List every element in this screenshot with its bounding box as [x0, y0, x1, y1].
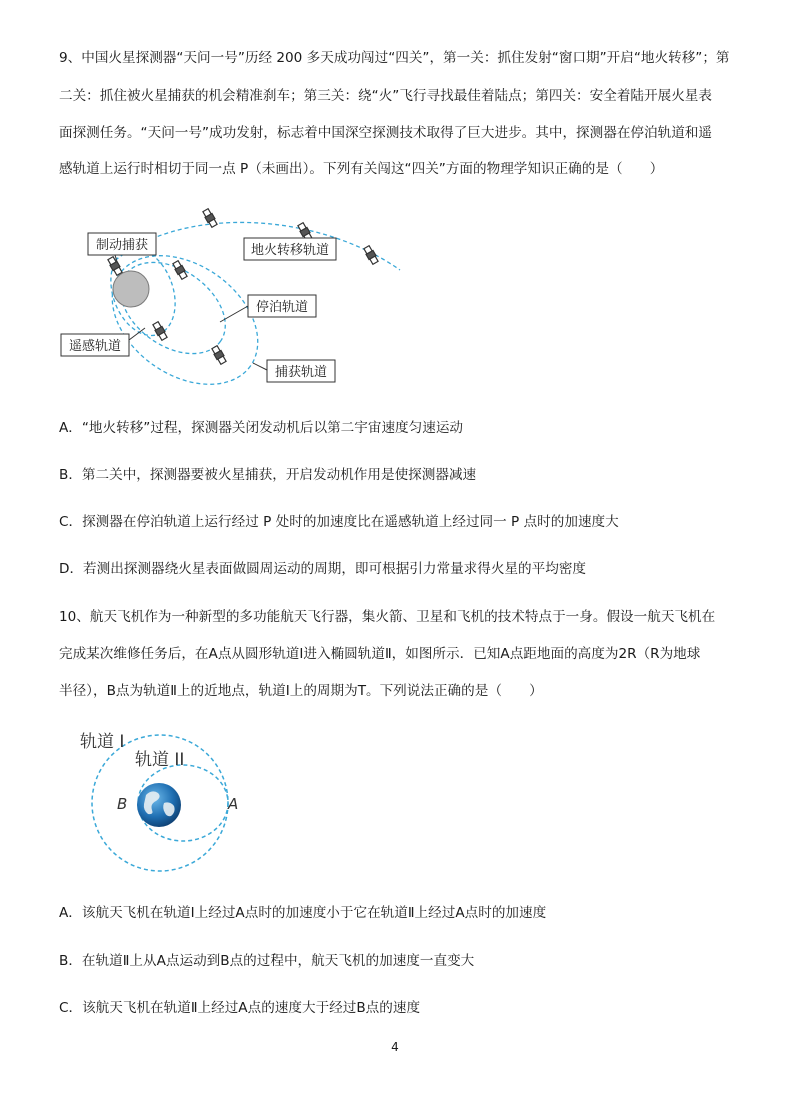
earth-orbit-figure: [60, 725, 260, 875]
label-orbit-1: 轨道 I: [80, 732, 125, 752]
q9-option-b: B．第二关中，探测器要被火星捕获，开启发动机作用是使探测器减速: [59, 467, 477, 483]
label-capture-orbit: 捕获轨道: [274, 365, 328, 380]
q9-line-2: 二关：抓住被火星捕获的机会精准刹车；第三关：绕“火”飞行寻找最佳着陆点；第四关：安全着陆开展火星表: [59, 88, 712, 104]
page-number: 4: [391, 1040, 399, 1054]
q10-option-a: A．该航天飞机在轨道Ⅰ上经过A点时的加速度小于它在轨道Ⅱ上经过A点时的加速度: [59, 905, 547, 921]
label-point-b: B: [117, 795, 128, 813]
label-braking: 制动捕获: [95, 238, 149, 253]
q9-line-4: 感轨道上运行时相切于同一点 P（未画出）。下列有关闯这“四关”方面的物理学知识正确的是（ ）: [59, 161, 664, 177]
label-point-a: A: [228, 795, 239, 813]
q10-line-1: 10、航天飞机作为一种新型的多功能航天飞行器，集火箭、卫星和飞机的技术特点于一身。假设一航天飞机在: [59, 609, 716, 625]
label-orbit-2: 轨道 II: [135, 750, 185, 770]
earth-icon: [137, 783, 181, 827]
q9-line-1: 9、中国火星探测器“天问一号”历经 200 多天成功闯过“四关”，第一关：抓住发射“窗口期”开启“地火转移”；第: [59, 50, 730, 66]
q10-option-b: B．在轨道Ⅱ上从A点运动到B点的过程中，航天飞机的加速度一直变大: [59, 953, 475, 969]
q9-option-c: C．探测器在停泊轨道上运行经过 P 处时的加速度比在遥感轨道上经过同一 P 点时的加速度大: [59, 514, 619, 530]
label-transfer-orbit: 地火转移轨道: [250, 243, 330, 258]
q10-line-2: 完成某次维修任务后，在A点从圆形轨道Ⅰ进入椭圆轨道Ⅱ，如图所示．已知A点距地面的高度为2R（R为地球: [59, 646, 701, 662]
q9-line-3: 面探测任务。“天问一号”成功发射，标志着中国深空探测技术取得了巨大进步。其中，探测器在停泊轨道和遥: [59, 125, 712, 141]
label-remote-orbit: 遥感轨道: [68, 339, 122, 354]
label-parking-orbit: 停泊轨道: [255, 300, 309, 315]
q9-option-d: D．若测出探测器绕火星表面做圆周运动的周期，即可根据引力常量求得火星的平均密度: [59, 561, 587, 577]
q9-option-a: A．“地火转移”过程，探测器关闭发动机后以第二宇宙速度匀速运动: [59, 420, 464, 436]
q10-option-c: C．该航天飞机在轨道Ⅱ上经过A点的速度大于经过B点的速度: [59, 1000, 421, 1016]
q10-line-3: 半径），B点为轨道Ⅱ上的近地点，轨道Ⅰ上的周期为T。下列说法正确的是（ ）: [59, 683, 543, 699]
mars-icon: [113, 271, 149, 307]
mars-orbit-figure: [55, 200, 415, 400]
